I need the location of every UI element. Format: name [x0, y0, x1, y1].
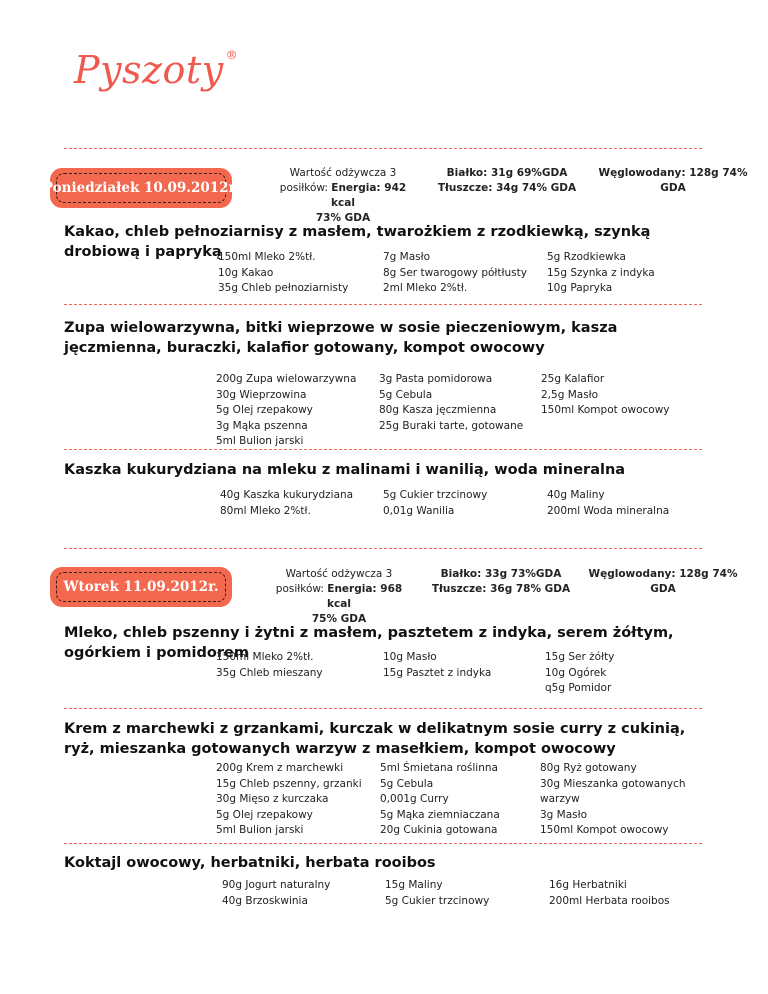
- ingredient-column: [218, 250, 348, 297]
- meal-title: Koktajl owocowy, herbatniki, herbata rooibos: [64, 855, 436, 871]
- ingredient: 200ml Herbata rooibos: [549, 894, 670, 907]
- carbs-value: Węglowodany: 128g 74% GDA: [588, 568, 738, 595]
- ingredient: 150ml Mleko 2%tł.: [216, 651, 314, 663]
- ingredient-column: [220, 488, 353, 519]
- registered-mark: ®: [225, 48, 239, 63]
- ingredient: 15g Pasztet z indyka: [383, 666, 492, 679]
- ingredient-column: [545, 650, 614, 697]
- ingredient: 200g Zupa wielowarzywna: [216, 373, 357, 385]
- ingredient-column: [216, 372, 356, 450]
- ingredient: 0,001g Curry: [380, 793, 449, 805]
- brand-name: Pyszoty: [74, 48, 224, 92]
- day-label: Poniedziałek 10.09.2012r.: [42, 180, 240, 196]
- ingredient-column: [222, 878, 330, 909]
- energy-value: Energia: 968 kcal: [327, 583, 403, 610]
- carbs-value: Węglowodany: 128g 74% GDA: [598, 167, 748, 194]
- ingredient: 35g Chleb mieszany: [216, 666, 323, 679]
- ingredient-column: [383, 650, 491, 681]
- ingredient-column: [383, 250, 527, 297]
- ingredient: 90g Jogurt naturalny: [222, 879, 331, 891]
- ingredient: 5g Mąka ziemniaczana: [380, 808, 500, 821]
- protein-fat-summary: [432, 166, 582, 196]
- ingredient: 5ml Śmietana roślinna: [380, 762, 498, 774]
- protein-fat-summary: [426, 567, 576, 597]
- day-badge: [50, 567, 232, 607]
- fat-value: Tłuszcze: 34g 74% GDA: [437, 182, 577, 194]
- ingredient: 200g Krem z marchewki: [216, 762, 344, 774]
- meal-title: Mleko, chleb pszenny i żytni z masłem, pasztetem z indyka, serem żółtym, ogórkiem i pomidorem: [64, 625, 674, 661]
- ingredient: 10g Ogórek: [545, 666, 607, 679]
- meal-title: Kakao, chleb pełnoziarnisy z masłem, twarożkiem z rzodkiewką, szynką drobiową i papryką: [64, 224, 651, 260]
- meal-title: Kaszka kukurydziana na mleku z malinami i wanilią, woda mineralna: [64, 462, 626, 478]
- ingredient-column: [379, 372, 523, 434]
- ingredient: 40g Kaszka kukurydziana: [220, 489, 354, 501]
- ingredient: 200ml Woda mineralna: [547, 504, 670, 517]
- ingredient-column: [547, 250, 655, 297]
- ingredient-column: [383, 488, 487, 519]
- carbs-summary: [588, 567, 738, 597]
- brand-logo: [74, 48, 238, 92]
- ingredient: 25g Buraki tarte, gotowane: [379, 419, 524, 432]
- ingredient: 15g Maliny: [385, 879, 443, 891]
- ingredient: 15g Chleb pszenny, grzanki: [216, 777, 362, 790]
- divider: [64, 148, 702, 149]
- ingredient: 5g Olej rzepakowy: [216, 404, 313, 416]
- energy-value: Energia: 942 kcal: [331, 182, 407, 209]
- divider: [64, 843, 702, 844]
- ingredient: 30g Mieszanka gotowanych: [540, 777, 686, 790]
- ingredient: q5g Pomidor: [545, 682, 612, 694]
- energy-gda: 75% GDA: [311, 613, 367, 625]
- ingredient-column: [549, 878, 670, 909]
- protein-value: Białko: 33g 73%GDA: [440, 568, 562, 580]
- ingredient: 30g Mięso z kurczaka: [216, 793, 329, 805]
- nutrition-summary: [268, 166, 418, 226]
- nutrition-summary: [264, 567, 414, 627]
- ingredient-column: [380, 761, 500, 839]
- ingredient: 5g Cebula: [379, 388, 433, 401]
- ingredient: warzyw: [540, 793, 580, 805]
- ingredient: 5g Rzodkiewka: [547, 251, 626, 263]
- ingredient: 3g Mąka pszenna: [216, 419, 308, 432]
- ingredient: 5ml Bulion jarski: [216, 435, 304, 447]
- ingredient-column: [216, 650, 323, 681]
- ingredient-column: [541, 372, 670, 419]
- ingredient: 2,5g Masło: [541, 388, 599, 401]
- ingredient-column: [547, 488, 669, 519]
- carbs-summary: [598, 166, 748, 196]
- ingredient: 16g Herbatniki: [549, 879, 627, 891]
- ingredient-column: [385, 878, 489, 909]
- ingredient: 20g Cukinia gotowana: [380, 824, 498, 836]
- day-badge: [42, 168, 240, 208]
- ingredient: 8g Ser twarogowy półtłusty: [383, 266, 527, 279]
- ingredient: 15g Szynka z indyka: [547, 266, 655, 279]
- ingredient: 40g Maliny: [547, 489, 605, 501]
- ingredient: 5ml Bulion jarski: [216, 824, 304, 836]
- ingredient: 150ml Kompot owocowy: [541, 404, 670, 416]
- ingredient: 10g Masło: [383, 651, 437, 663]
- ingredient: 25g Kalafior: [541, 373, 605, 385]
- ingredient-column: [540, 761, 686, 839]
- ingredient: 5g Cebula: [380, 777, 434, 790]
- nutrition-prefix: Wartość odżywcza 3 posiłków:: [275, 568, 393, 595]
- ingredient: 5g Cukier trzcinowy: [383, 489, 488, 501]
- ingredient: 0,01g Wanilia: [383, 504, 455, 517]
- ingredient: 3g Pasta pomidorowa: [379, 373, 493, 385]
- ingredient: 150ml Mleko 2%tł.: [218, 251, 316, 263]
- meal-title: Krem z marchewki z grzankami, kurczak w delikatnym sosie curry z cukinią, ryż, mieszanka gotowanych warzyw z masełkiem, kompot owocowy: [64, 721, 686, 757]
- divider: [64, 449, 702, 450]
- ingredient-column: [216, 761, 362, 839]
- nutrition-prefix: Wartość odżywcza 3 posiłków:: [279, 167, 397, 194]
- ingredient: 10g Papryka: [547, 282, 613, 294]
- meal-title: Zupa wielowarzywna, bitki wieprzowe w sosie pieczeniowym, kasza jęczmienna, buraczki, kalafior gotowany, kompot owocowy: [64, 320, 618, 356]
- ingredient: 15g Ser żółty: [545, 651, 615, 663]
- ingredient: 150ml Kompot owocowy: [540, 824, 669, 836]
- ingredient: 80ml Mleko 2%tł.: [220, 504, 311, 517]
- ingredient: 10g Kakao: [218, 266, 274, 279]
- divider: [64, 548, 702, 549]
- protein-value: Białko: 31g 69%GDA: [446, 167, 568, 179]
- ingredient: 7g Masło: [383, 251, 431, 263]
- ingredient: 3g Masło: [540, 808, 588, 821]
- day-label: Wtorek 11.09.2012r.: [63, 579, 219, 595]
- divider: [64, 304, 702, 305]
- ingredient: 40g Brzoskwinia: [222, 894, 308, 907]
- ingredient: 30g Wieprzowina: [216, 388, 307, 401]
- ingredient: 35g Chleb pełnoziarnisty: [218, 282, 349, 294]
- ingredient: 5g Olej rzepakowy: [216, 808, 313, 821]
- ingredient: 80g Kasza jęczmienna: [379, 404, 497, 416]
- fat-value: Tłuszcze: 36g 78% GDA: [431, 583, 571, 595]
- energy-gda: 73% GDA: [315, 212, 371, 224]
- ingredient: 5g Cukier trzcinowy: [385, 894, 490, 907]
- ingredient: 80g Ryż gotowany: [540, 762, 637, 774]
- divider: [64, 708, 702, 709]
- ingredient: 2ml Mleko 2%tł.: [383, 282, 468, 294]
